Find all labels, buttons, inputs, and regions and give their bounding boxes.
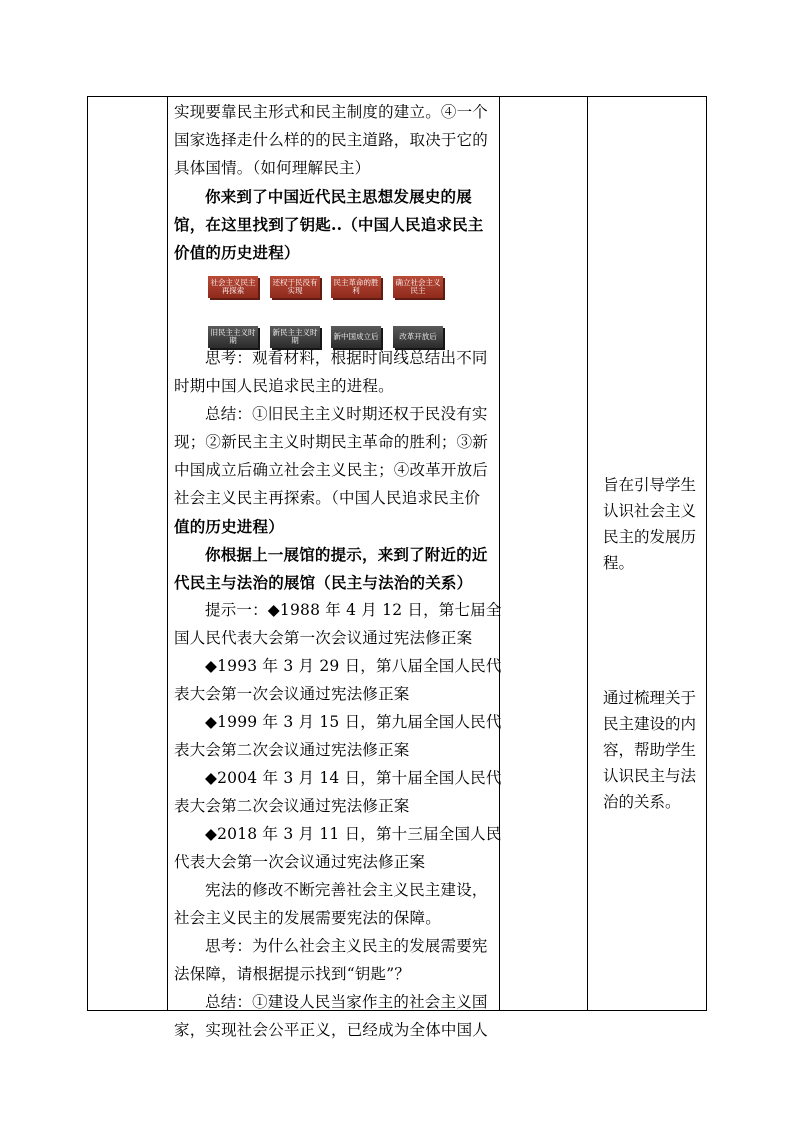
text-line: 价值的历史进程）	[174, 243, 300, 262]
text-line: 现；②新民主主义时期民主革命的胜利；③新	[174, 433, 489, 451]
text-line: 值的历史进程）	[174, 517, 284, 536]
timeline-period: 改革开放后	[393, 326, 443, 348]
text-line: 提示一：◆1988 年 4 月 12 日，第七届全	[205, 601, 502, 619]
lesson-table	[87, 96, 707, 1039]
text-line: 思考：为什么社会主义民主的发展需要宪	[205, 937, 488, 955]
design-intent-cell	[596, 97, 696, 1010]
text-line: 馆，在这里找到了钥匙..（中国人民追求民主	[174, 215, 484, 234]
text-line: 具体国情。（如何理解民主）	[174, 159, 371, 177]
text-line: 思考：观看材料，根据时间线总结出不同	[205, 349, 488, 367]
text-line: 宪法的修改不断完善社会主义民主建设，	[205, 881, 488, 899]
column-divider	[499, 97, 500, 1010]
text-line: 时期中国人民追求民主的进程。	[174, 377, 394, 395]
timeline-label: 确立社会主义民主	[393, 276, 443, 298]
text-line: 代表大会第一次会议通过宪法修正案	[174, 853, 426, 871]
design-intent-line: 认识社会主义	[603, 502, 697, 520]
text-line: 中国成立后确立社会主义民主；④改革开放后	[174, 461, 489, 479]
text-line: 社会主义民主的发展需要宪法的保障。	[174, 909, 441, 927]
text-line: ◆1999 年 3 月 15 日，第九届全国人民代	[205, 713, 502, 731]
timeline-label: 社会主义民主再探索	[208, 276, 258, 298]
text-line: 总结：①旧民主主义时期还权于民没有实	[205, 405, 488, 423]
column-divider	[167, 97, 168, 1010]
text-line: 总结：①建设人民当家作主的社会主义国	[205, 993, 488, 1011]
design-intent-line: 民主建设的内	[603, 715, 697, 733]
timeline-period: 新民主主义时期	[270, 326, 320, 348]
design-intent-line: 认识民主与法	[603, 767, 697, 785]
design-intent-line: 容，帮助学生	[603, 741, 697, 759]
teaching-process-cell	[174, 97, 502, 1039]
design-intent-text	[603, 472, 703, 576]
text-line: 社会主义民主再探索。（中国人民追求民主价	[174, 489, 481, 507]
design-intent-line: 治的关系。	[603, 793, 681, 811]
timeline-period: 新中国成立后	[331, 326, 381, 348]
democracy-timeline	[174, 268, 498, 372]
design-intent-line: 民主的发展历	[603, 528, 697, 546]
design-intent-line: 程。	[603, 554, 635, 572]
text-line: 国家选择走什么样的的民主道路，取决于它的	[174, 131, 489, 149]
text-line: 家，实现社会公平正义，已经成为全体中国人	[174, 1021, 489, 1039]
text-line: 你根据上一展馆的提示，来到了附近的近	[205, 545, 488, 564]
text-line: 国人民代表大会第一次会议通过宪法修正案	[174, 629, 473, 647]
text-line: 表大会第二次会议通过宪法修正案	[174, 797, 410, 815]
text-line: ◆1993 年 3 月 29 日，第八届全国人民代	[205, 657, 502, 675]
text-line: ◆2018 年 3 月 11 日，第十三届全国人民	[205, 825, 502, 843]
timeline-label: 还权于民没有实现	[270, 276, 320, 298]
column-divider	[587, 97, 588, 1010]
design-intent-line: 旨在引导学生	[603, 476, 697, 494]
design-intent-text	[603, 685, 703, 815]
text-line: ◆2004 年 3 月 14 日，第十届全国人民代	[205, 769, 502, 787]
text-line: 你来到了中国近代民主思想发展史的展	[205, 187, 472, 206]
text-line: 表大会第二次会议通过宪法修正案	[174, 741, 410, 759]
text-line: 实现要靠民主形式和民主制度的建立。④一个	[174, 103, 489, 121]
text-line: 表大会第一次会议通过宪法修正案	[174, 685, 410, 703]
text-line: 代民主与法治的展馆（民主与法治的关系）	[174, 573, 473, 592]
timeline-period: 旧民主主义时期	[208, 326, 258, 348]
design-intent-line: 通过梳理关于	[603, 689, 697, 707]
content-paragraphs	[174, 97, 498, 268]
text-line: 法保障，请根据提示找到“钥匙”？	[174, 965, 411, 983]
content-paragraphs	[174, 346, 502, 1046]
timeline-label: 民主革命的胜利	[331, 276, 381, 298]
